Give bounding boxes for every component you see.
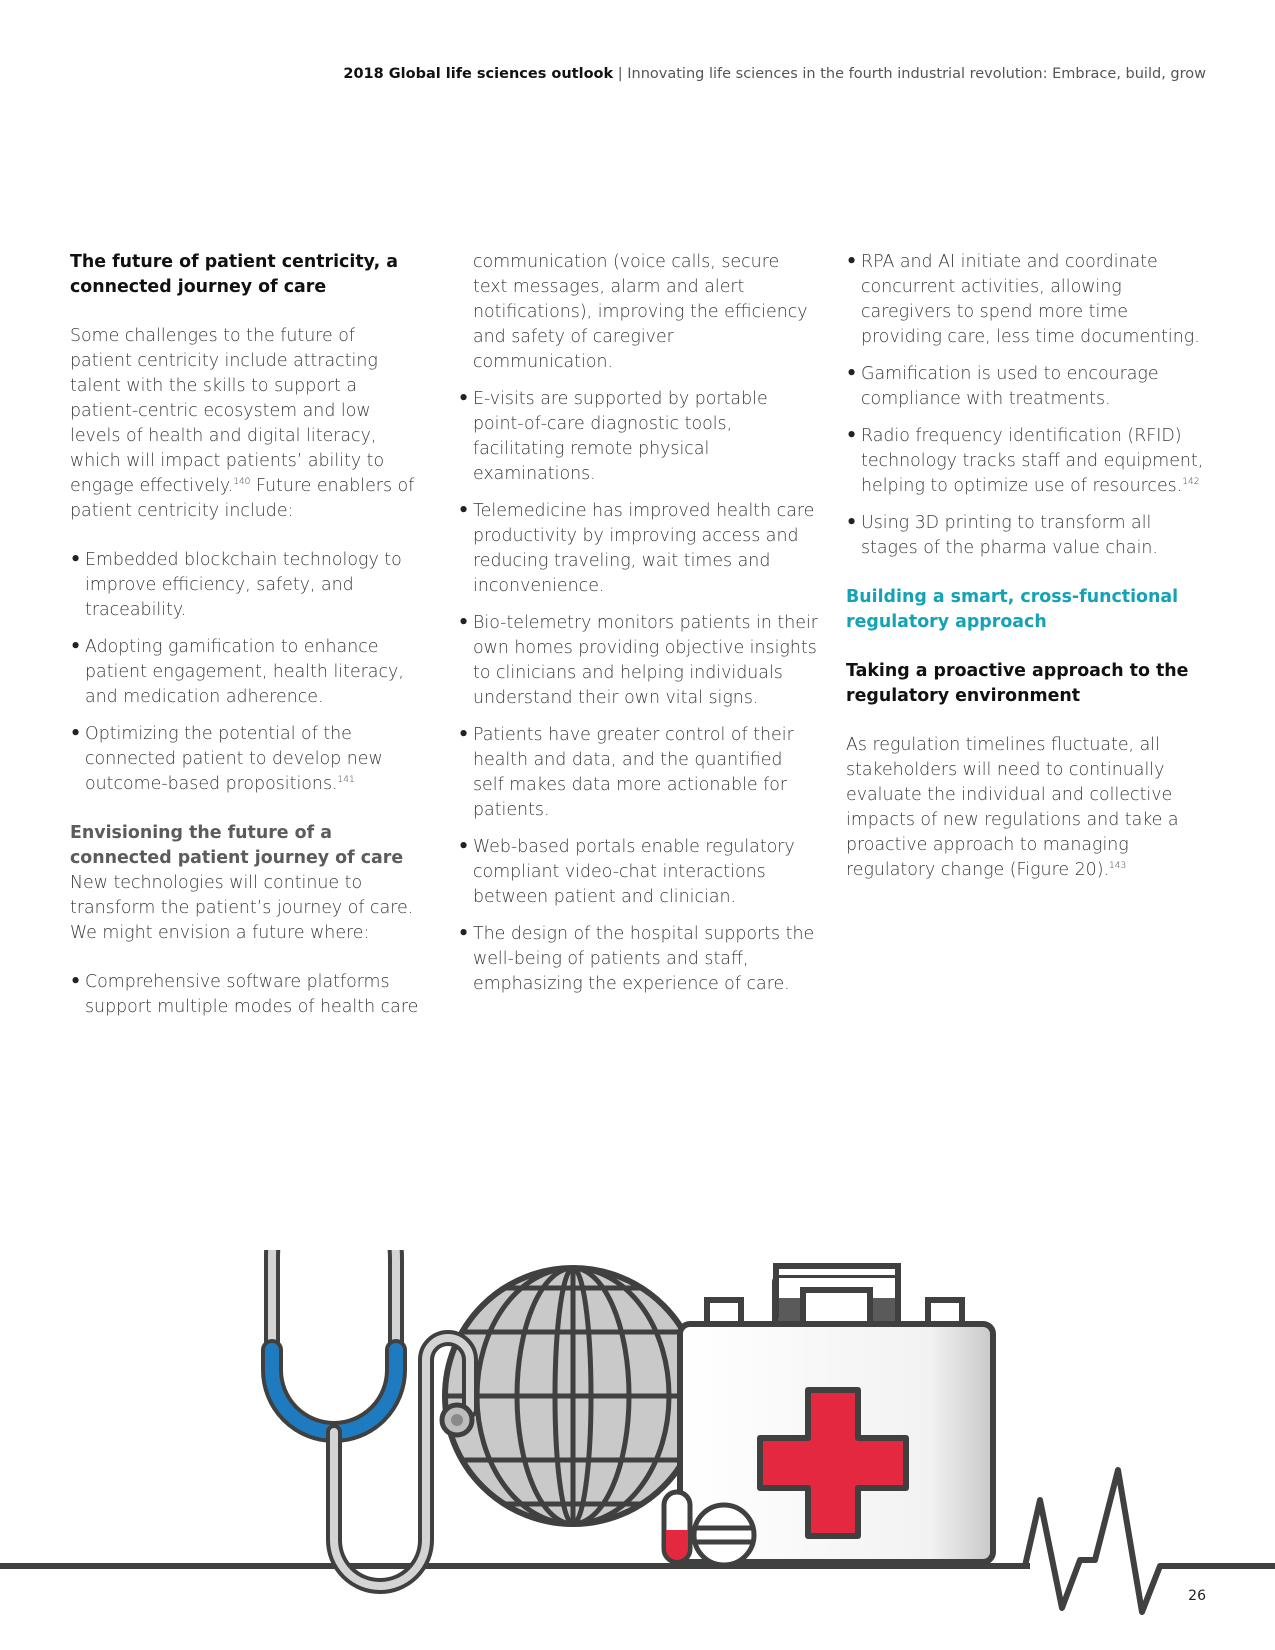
report-subtitle: Innovating life sciences in the fourth industrial revolution: Embrace, build, grow — [627, 66, 1206, 82]
list-item: • Adopting gamification to enhance patient engagement, health literacy, and medication adherence. — [70, 635, 420, 710]
heartbeat-line-icon — [1025, 1470, 1160, 1612]
footnote-ref: 140 — [233, 477, 251, 488]
capsule-icon — [664, 1492, 690, 1562]
paragraph-new-technologies: New technologies will continue to transform the patient’s journey of care. We might envision a future where: — [70, 873, 414, 943]
footnote-ref: 143 — [1109, 861, 1127, 872]
page-number: 26 — [1188, 1588, 1206, 1604]
list-item: • RPA and AI initiate and coordinate concurrent activities, allowing caregivers to spend more time providing care, less time documenting. — [846, 250, 1206, 350]
globe-icon — [445, 1268, 701, 1524]
list-item: • Gamification is used to encourage compliance with treatments. — [846, 362, 1206, 412]
report-title: 2018 Global life sciences outlook — [343, 66, 614, 82]
subheading-envisioning: Envisioning the future of a connected patient journey of care — [70, 823, 404, 868]
column-3 — [846, 250, 1206, 907]
list-item: • Optimizing the potential of the connected patient to develop new outcome-based propositions.$^{141}$ — [70, 722, 420, 797]
future-list-continued-2 — [846, 250, 1206, 561]
list-item: • Telemedicine has improved health care productivity by improving access and reducing traveling, wait times and inconvenience. — [458, 499, 818, 599]
list-item: • Patients have greater control of their health and data, and the quantified self makes data more actionable for patients. — [458, 723, 818, 823]
header-separator: | — [613, 66, 628, 82]
list-item: • Radio frequency identification (RFID) technology tracks staff and equipment, helping to optimize use of resources.$^{142}$ — [846, 424, 1206, 499]
column-1 — [70, 250, 420, 1044]
section-heading-patient-centricity: The future of patient centricity, a connected journey of care — [70, 252, 399, 297]
list-item: • Embedded blockchain technology to improve efficiency, safety, and traceability. — [70, 548, 420, 623]
future-list — [70, 970, 420, 1020]
footnote-ref: 142 — [1182, 477, 1200, 488]
future-list-continued — [458, 250, 818, 997]
paragraph-regulation: As regulation timelines fluctuate, all stakeholders will need to continually evaluate the individual and collective impacts of new regulations and take a proactive approach to managing regulatory change (Figure 20).$^{143}$ — [846, 735, 1179, 880]
list-item: • Bio-telemetry monitors patients in their own homes providing objective insights to clinicians and helping individuals understand their own vital signs. — [458, 611, 818, 711]
list-item: • Using 3D printing to transform all stages of the pharma value chain. — [846, 511, 1206, 561]
paragraph-challenges: Some challenges to the future of patient centricity include attracting talent with the skills to support a patient-centric ecosystem and low levels of health and digital literacy, which will impact patients’ ability to engage effectively.$^{140}$ Future enablers of patient centricity include: — [70, 326, 415, 521]
pill-icon — [694, 1505, 754, 1565]
subheading-proactive: Taking a proactive approach to the regulatory environment — [846, 661, 1189, 706]
list-item-continued: communication (voice calls, secure text messages, alarm and alert notifications), improving the efficiency and safety of caregiver communication. — [473, 252, 808, 372]
running-header — [343, 66, 1206, 82]
healthcare-illustration — [0, 1250, 1275, 1650]
enablers-list — [70, 548, 420, 797]
section-heading-regulatory: Building a smart, cross-functional regulatory approach — [846, 587, 1179, 632]
list-item: • Comprehensive software platforms support multiple modes of health care — [70, 970, 420, 1020]
column-2 — [458, 250, 818, 1021]
list-item: • Web-based portals enable regulatory compliant video-chat interactions between patient and clinician. — [458, 835, 818, 910]
list-item: • The design of the hospital supports the well-being of patients and staff, emphasizing the experience of care. — [458, 922, 818, 997]
footnote-ref: 141 — [337, 775, 355, 786]
list-item: • E-visits are supported by portable point-of-care diagnostic tools, facilitating remote physical examinations. — [458, 387, 818, 487]
